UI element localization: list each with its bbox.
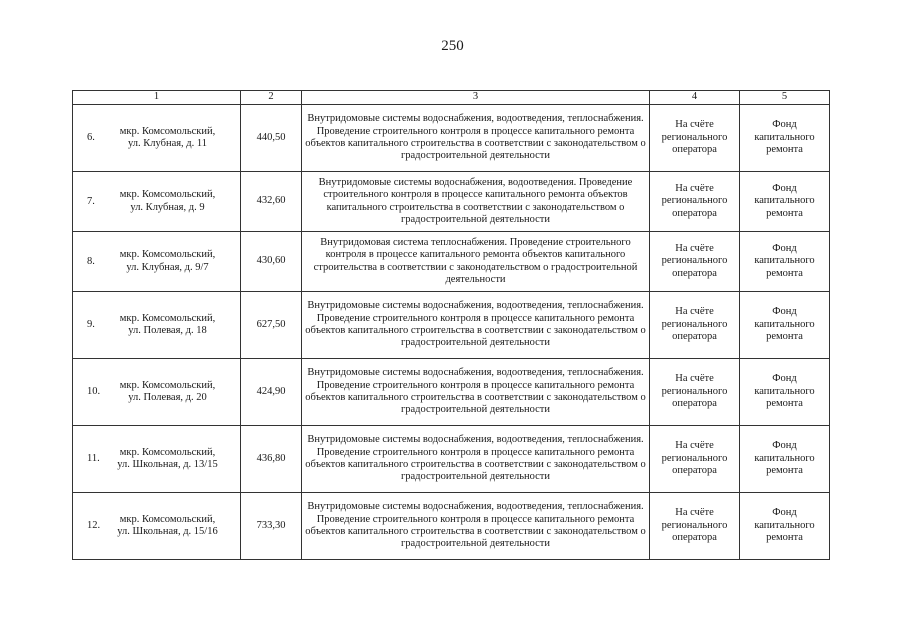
- account-cell: На счёте регионального оператора: [650, 426, 740, 493]
- area-cell: 436,80: [241, 426, 302, 493]
- work-description: Внутридомовые системы водоснабжения, водоотведения, теплоснабжения. Проведение строительного контроля в процессе капитального ремонта объектов капитального строительства в соответствии с законодательством о градостроительной деятельности: [305, 434, 646, 483]
- row-number: 7.: [87, 195, 95, 207]
- address-line: мкр. Комсомольский,: [119, 446, 216, 458]
- page-number: 250: [441, 38, 464, 54]
- description-cell: [302, 292, 650, 359]
- address-cell: [73, 426, 241, 493]
- row-number: 9.: [87, 318, 95, 330]
- account-cell: На счёте регионального оператора: [650, 359, 740, 426]
- account-cell: На счёте регионального оператора: [650, 493, 740, 560]
- address-line: мкр. Комсомольский,: [119, 379, 216, 391]
- area-cell: 733,30: [241, 493, 302, 560]
- address-line: ул. Полевая, д. 18: [128, 325, 207, 336]
- fund-cell: Фонд капитального ремонта: [740, 359, 830, 426]
- area-cell: 627,50: [241, 292, 302, 359]
- work-description: Внутридомовые системы водоснабжения, водоотведения, теплоснабжения. Проведение строительного контроля в процессе капитального ремонта объектов капитального строительства в соответствии с законодательством о градостроительной деятельности: [305, 113, 646, 162]
- account-cell: На счёте регионального оператора: [650, 105, 740, 172]
- address-line: мкр. Комсомольский,: [119, 513, 216, 525]
- description-cell: [302, 359, 650, 426]
- fund-cell: Фонд капитального ремонта: [740, 292, 830, 359]
- address-line: ул. Полевая, д. 20: [128, 392, 207, 403]
- address-line: ул. Клубная, д. 9: [130, 201, 205, 213]
- description-cell: [302, 493, 650, 560]
- table-row: [73, 359, 830, 426]
- address-cell: [73, 359, 241, 426]
- fund-cell: Фонд капитального ремонта: [740, 105, 830, 172]
- table-row: [73, 292, 830, 359]
- table-row: [73, 172, 830, 232]
- description-cell: [302, 172, 650, 232]
- description-cell: [302, 232, 650, 292]
- area-cell: 424,90: [241, 359, 302, 426]
- fund-cell: Фонд капитального ремонта: [740, 172, 830, 232]
- address-cell: [73, 493, 241, 560]
- column-header: 3: [302, 91, 650, 105]
- address-line: мкр. Комсомольский,: [119, 125, 216, 137]
- row-number: 6.: [87, 131, 95, 143]
- work-description: Внутридомовые системы водоснабжения, водоотведения, теплоснабжения. Проведение строительного контроля в процессе капитального ремонта объектов капитального строительства в соответствии с законодательством о градостроительной деятельности: [305, 501, 646, 550]
- address-line: ул. Клубная, д. 11: [127, 138, 208, 149]
- account-cell: На счёте регионального оператора: [650, 292, 740, 359]
- area-cell: 440,50: [241, 105, 302, 172]
- work-description: Внутридомовые системы водоснабжения, водоотведения, теплоснабжения. Проведение строительного контроля в процессе капитального ремонта объектов капитального строительства в соответствии с законодательством о градостроительной деятельности: [305, 300, 646, 349]
- address-line: ул. Школьная, д. 15/16: [117, 526, 218, 537]
- column-header: 4: [650, 91, 740, 105]
- column-header: 5: [740, 91, 830, 105]
- address-cell: [73, 292, 241, 359]
- address-line: мкр. Комсомольский,: [119, 249, 216, 261]
- fund-cell: Фонд капитального ремонта: [740, 493, 830, 560]
- row-number: 8.: [87, 255, 95, 267]
- table-row: [73, 426, 830, 493]
- row-number: 10.: [87, 385, 101, 397]
- area-cell: 432,60: [241, 172, 302, 232]
- address-cell: [73, 172, 241, 232]
- account-cell: На счёте регионального оператора: [650, 232, 740, 292]
- column-number-row: [73, 91, 830, 105]
- area-cell: 430,60: [241, 232, 302, 292]
- description-cell: [302, 105, 650, 172]
- works-table: [72, 90, 830, 560]
- work-description: Внутридомовые системы водоснабжения, водоотведения. Проведение строительного контроля в процессе капитального ремонта объектов капитального строительства в соответствии с законодательством о градостроительной деятельности: [318, 176, 633, 225]
- description-cell: [302, 426, 650, 493]
- row-number: 12.: [87, 519, 101, 531]
- account-cell: На счёте регионального оператора: [650, 172, 740, 232]
- address-line: ул. Клубная, д. 9/7: [126, 261, 209, 273]
- table-row: [73, 493, 830, 560]
- address-cell: [73, 105, 241, 172]
- address-line: ул. Школьная, д. 13/15: [117, 459, 218, 470]
- column-header: 2: [241, 91, 302, 105]
- fund-cell: Фонд капитального ремонта: [740, 426, 830, 493]
- work-description: Внутридомовая система теплоснабжения. Проведение строительного контроля в процессе капитального ремонта объектов капитального строительства в соответствии с законодательством о градостроительной деятельности: [313, 236, 638, 285]
- row-number: 11.: [87, 452, 100, 464]
- address-cell: [73, 232, 241, 292]
- fund-cell: Фонд капитального ремонта: [740, 232, 830, 292]
- address-line: мкр. Комсомольский,: [119, 312, 216, 324]
- table-row: [73, 232, 830, 292]
- work-description: Внутридомовые системы водоснабжения, водоотведения, теплоснабжения. Проведение строительного контроля в процессе капитального ремонта объектов капитального строительства в соответствии с законодательством о градостроительной деятельности: [305, 367, 646, 416]
- address-line: мкр. Комсомольский,: [119, 189, 216, 201]
- column-header: 1: [73, 91, 241, 105]
- table-row: [73, 105, 830, 172]
